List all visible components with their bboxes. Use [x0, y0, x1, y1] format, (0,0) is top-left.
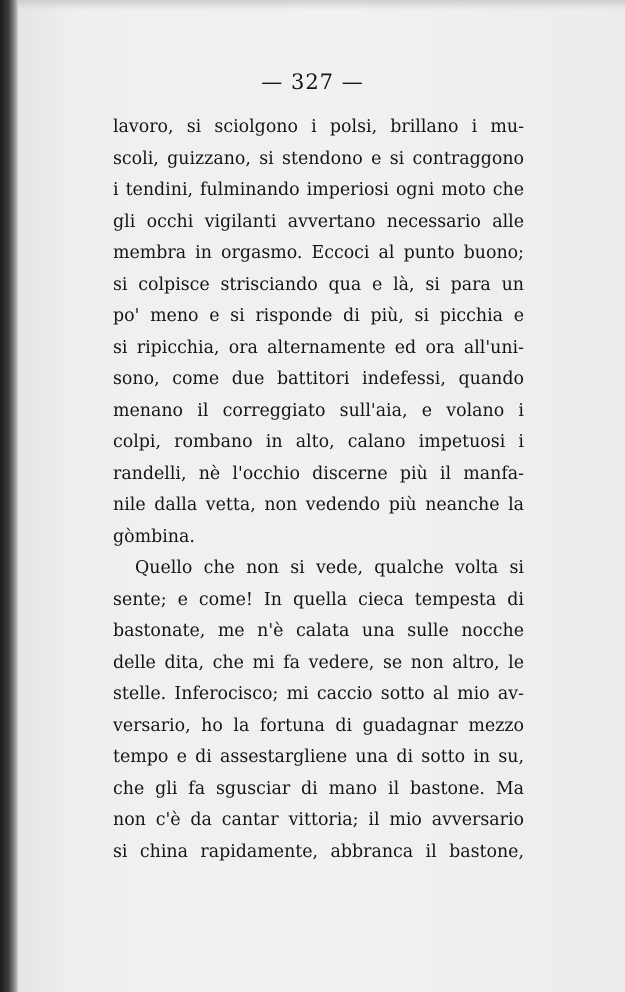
page-number: — 327 — [261, 70, 364, 94]
text-line: non c'è da cantar vittoria; il mio avversario [113, 810, 524, 830]
page-top-shadow [18, 0, 625, 10]
body-text [113, 112, 524, 868]
book-spine-edge [0, 0, 18, 992]
text-line: colpi, rombano in alto, calano impetuosi i [113, 432, 524, 452]
text-line: gòmbina. [113, 526, 195, 547]
text-line: delle dita, che mi fa vedere, se non altro, le [113, 652, 524, 673]
text-line: stelle. Inferocisco; mi caccio sotto al mio av- [113, 684, 524, 704]
text-line: gli occhi vigilanti avvertano necessario alle [113, 211, 524, 232]
text-line: si colpisce strisciando qua e là, si para un [113, 274, 524, 295]
text-line: i tendini, fulminando imperiosi ogni moto che [113, 180, 524, 200]
text-line: po' meno e si risponde di più, si picchia e [113, 306, 524, 326]
text-line: sono, come due battitori indefessi, quando [113, 369, 524, 389]
text-line: si china rapidamente, abbranca il bastone, [113, 841, 524, 862]
text-line: menano il correggiato sull'aia, e volano i [113, 400, 524, 421]
text-line: tempo e di assestargliene una di sotto in su, [113, 747, 524, 767]
text-line: che gli fa sgusciar di mano il bastone. Ma [113, 778, 524, 799]
text-line: sente; e come! In quella cieca tempesta di [113, 589, 524, 610]
text-line: membra in orgasmo. Eccoci al punto buono; [113, 243, 524, 263]
text-line: bastonate, me n'è calata una sulle nocche [113, 621, 524, 641]
text-line: Quello che non si vede, qualche volta si [135, 558, 524, 578]
text-line: lavoro, si sciolgono i polsi, brillano i mu- [113, 117, 524, 137]
text-line: nile dalla vetta, non vedendo più neanche la [113, 495, 524, 515]
text-line: versario, ho la fortuna di guadagnar mezzo [113, 715, 524, 736]
text-line: randelli, nè l'occhio discerne più il manfa- [113, 463, 524, 484]
text-line: scoli, guizzano, si stendono e si contraggono [113, 148, 524, 169]
text-line: si ripicchia, ora alternamente ed ora all'uni- [113, 337, 524, 358]
